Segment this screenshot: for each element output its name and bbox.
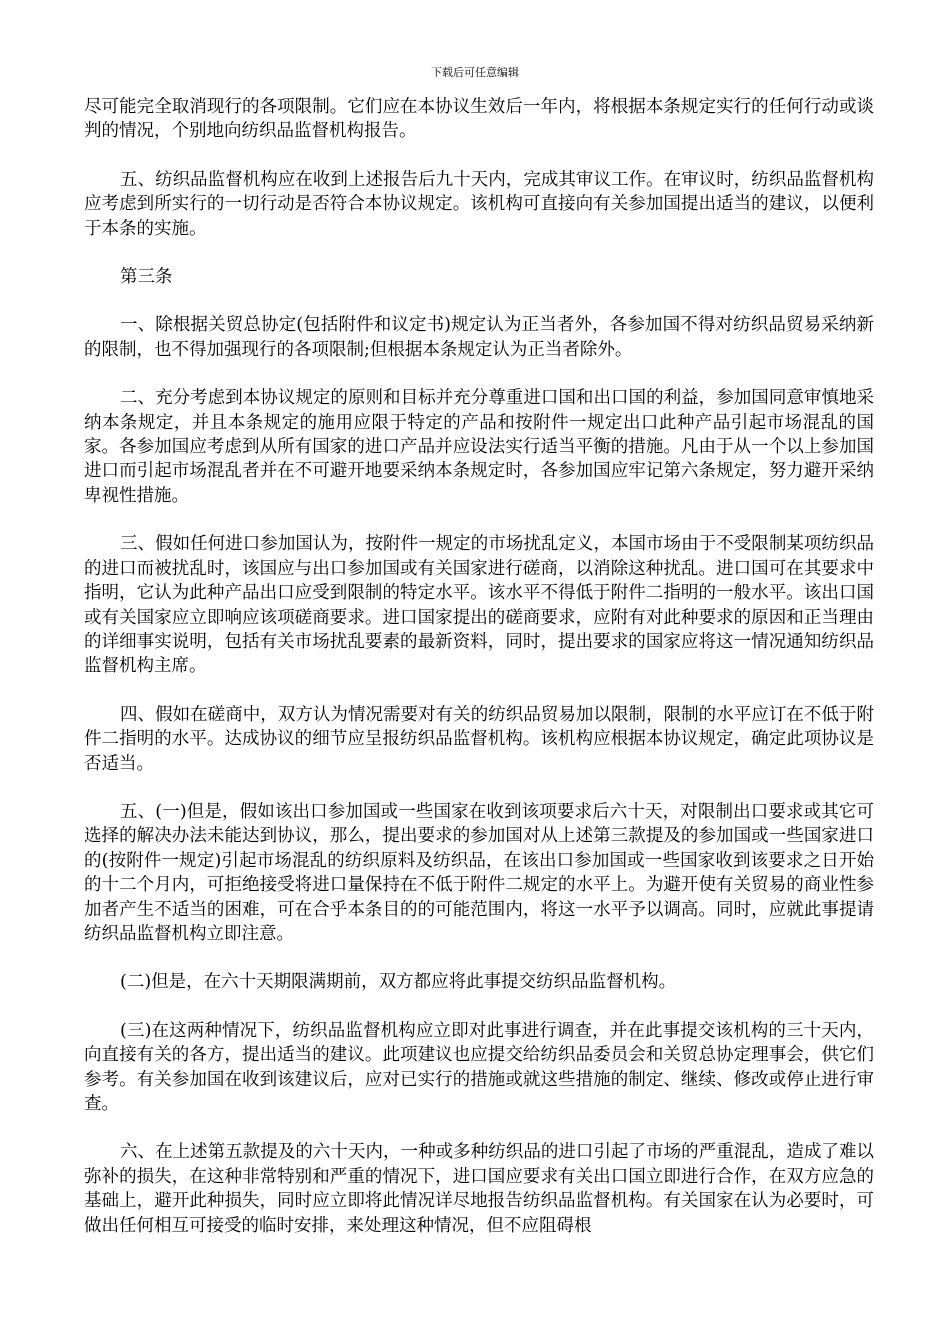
- page-header: 下载后可任意编辑: [431, 66, 519, 79]
- paragraph-item-2: 二、充分考虑到本协议规定的原则和目标并充分尊重进口国和出口国的利益，参加国同意审慎地采纳本条规定，并且本条规定的施用应限于特定的产品和按附件一规定出口此种产品引起市场混乱的国家。各参加国应考虑到从所有国家的进口产品并应设法实行适当平衡的措施。凡由于从一个以上参加国进口而引起市场混乱者并在不可避开地要采纳本条规定时，各参加国应牢记第六条规定，努力避开采纳卑视性措施。: [84, 388, 874, 506]
- paragraph-item-5: 五、纺织品监督机构应在收到上述报告后九十天内，完成其审议工作。在审议时，纺织品监督机构应考虑到所实行的一切行动是否符合本协议规定。该机构可直接向有关参加国提出适当的建议，以便利于本条的实施。: [84, 169, 874, 239]
- paragraph-item-5-2: (二)但是，在六十天期限满期前，双方都应将此事提交纺织品监督机构。: [120, 972, 677, 993]
- paragraph-item-6: 六、在上述第五款提及的六十天内，一种或多种纺织品的进口引起了市场的严重混乱，造成了难以弥补的损失，在这种非常特别和严重的情况下，进口国应要求有关出口国立即进行合作，在双方应急的基础上，避开此种损失，同时应立即将此情况详尽地报告纺织品监督机构。有关国家在认为必要时，可做出任何相互可接受的临时安排，来处理这种情况，但不应阻碍根: [84, 1142, 874, 1236]
- paragraph-item-3: 三、假如任何进口参加国认为，按附件一规定的市场扰乱定义，本国市场由于不受限制某项纺织品的进口而被扰乱时，该国应与出口参加国或有关国家进行磋商，以消除这种扰乱。进口国可在其要求中指明，它认为此种产品出口应受到限制的特定水平。该水平不得低于附件二指明的一般水平。该出口国或有关国家应立即响应该项磋商要求。进口国家提出的磋商要求，应附有对此种要求的原因和正当理由的详细事实说明，包括有关市场扰乱要素的最新资料，同时，提出要求的国家应将这一情况通知纺织品监督机构主席。: [84, 534, 874, 677]
- paragraph-item-4: 四、假如在磋商中，双方认为情况需要对有关的纺织品贸易加以限制，限制的水平应订在不低于附件二指明的水平。达成协议的细节应呈报纺织品监督机构。该机构应根据本协议规定，确定此项协议是否适当。: [84, 704, 874, 774]
- paragraph-item-1: 一、除根据关贸总协定(包括附件和议定书)规定认为正当者外，各参加国不得对纺织品贸易采纳新的限制，也不得加强现行的各项限制;但根据本条规定认为正当者除外。: [84, 315, 874, 360]
- paragraph-item-5-3: (三)在这两种情况下，纺织品监督机构应立即对此事进行调查，并在此事提交该机构的三十天内，向直接有关的各方，提出适当的建议。此项建议也应提交给纺织品委员会和关贸总协定理事会，供它们参考。有关参加国在收到该建议后，应对已实行的措施或就这些措施的制定、继续、修改或停止进行审查。: [84, 1020, 874, 1114]
- article-heading: 第三条: [120, 267, 173, 288]
- paragraph-continuation: 尽可能完全取消现行的各项限制。它们应在本协议生效后一年内，将根据本条规定实行的任何行动或谈判的情况，个别地向纺织品监督机构报告。: [84, 97, 874, 142]
- document-body: [84, 95, 874, 1238]
- paragraph-item-5-1: 五、(一)但是，假如该出口参加国或一些国家在收到该项要求后六十天，对限制出口要求或其它可选择的解决办法未能达到协议，那么，提出要求的参加国对从上述第三款提及的参加国或一些国家进口的(按附件一规定)引起市场混乱的纺织原料及纺织品，在该出口参加国或一些国家收到该要求之日开始的十二个月内，可拒绝接受将进口量保持在不低于附件二规定的水平上。为避开使有关贸易的商业性参加者产生不适当的困难，可在合乎本条目的的可能范围内，将这一水平予以调高。同时，应就此事提请纺织品监督机构立即注意。: [84, 801, 874, 944]
